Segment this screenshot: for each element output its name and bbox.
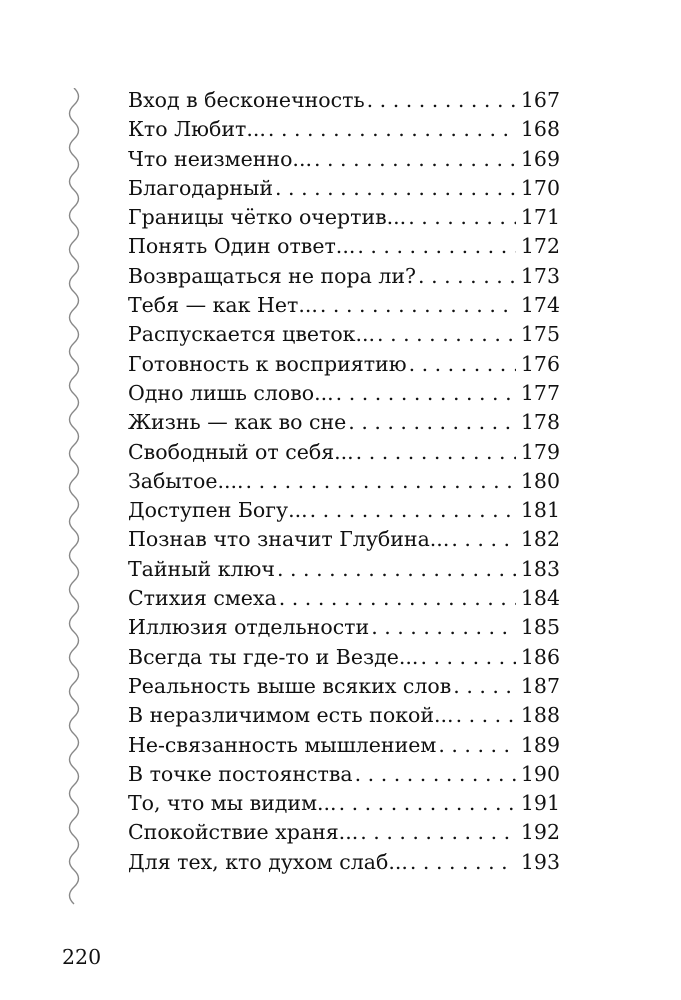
dot-leader: [438, 731, 516, 760]
dot-leader: [367, 86, 516, 115]
toc-entry-title: Жизнь — как во сне: [128, 410, 347, 435]
toc-entry-page: 189: [520, 732, 560, 757]
dot-leader: [357, 232, 516, 261]
dot-leader: [451, 525, 516, 554]
toc-entry-page: 188: [520, 703, 560, 728]
toc-entry-title: Свободный от себя...: [128, 439, 354, 464]
toc-entry: [128, 350, 560, 379]
toc-entry-page: 181: [520, 498, 560, 523]
dot-leader: [310, 496, 516, 525]
toc-entry-page: 177: [520, 380, 560, 405]
toc-entry-page: 169: [520, 146, 560, 171]
table-of-contents: [128, 86, 560, 877]
toc-entry: [128, 379, 560, 408]
toc-entry-title: Вход в бесконечность: [128, 88, 365, 112]
toc-entry-page: 187: [520, 673, 560, 698]
toc-entry-title: Границы чётко очертив...: [128, 205, 407, 230]
dot-leader: [356, 438, 516, 467]
page-number: 220: [62, 945, 102, 969]
toc-entry-title: Всегда ты где-то и Везде...: [128, 644, 419, 669]
toc-entry: [128, 818, 560, 847]
dot-leader: [409, 350, 516, 379]
dot-leader: [408, 203, 516, 232]
toc-entry-page: 168: [520, 117, 560, 142]
dot-leader: [246, 467, 516, 496]
toc-entry: [128, 320, 560, 349]
toc-entry-title: Возвращаться не пора ли?: [128, 263, 417, 288]
toc-entry: [128, 731, 560, 760]
dot-leader: [420, 643, 516, 672]
toc-entry-title: Для тех, кто духом слаб...: [128, 849, 408, 874]
toc-entry-title: Стихия смеха: [128, 586, 277, 611]
toc-entry-title: Кто Любит...: [128, 117, 266, 142]
toc-entry: [128, 408, 560, 437]
dot-leader: [371, 613, 516, 642]
toc-entry-title: Реальность выше всяких слов: [128, 673, 452, 698]
toc-entry-page: 191: [520, 791, 560, 816]
wavy-line-ornament-icon: [64, 88, 84, 918]
toc-entry-page: 175: [520, 322, 560, 347]
toc-entry: [128, 291, 560, 320]
toc-entry-page: 182: [520, 527, 560, 552]
toc-entry-title: Забытое....: [128, 468, 244, 493]
toc-entry-title: Понять Один ответ...: [128, 234, 356, 259]
toc-entry: [128, 262, 560, 291]
dot-leader: [279, 584, 516, 613]
toc-entry-page: 174: [520, 293, 560, 318]
toc-entry: [128, 86, 560, 115]
toc-entry: [128, 848, 560, 877]
toc-entry: [128, 760, 560, 789]
toc-entry-title: Познав что значит Глубина...: [128, 527, 450, 552]
toc-entry: [128, 145, 560, 174]
dot-leader: [268, 115, 516, 144]
dot-leader: [410, 848, 516, 877]
dot-leader: [277, 555, 516, 584]
toc-entry-title: Иллюзия отдельности: [128, 615, 370, 640]
toc-entry-page: 176: [520, 351, 560, 376]
toc-entry-title: Готовность к восприятию: [128, 351, 407, 376]
dot-leader: [360, 818, 516, 847]
toc-entry: [128, 613, 560, 642]
toc-entry-page: 170: [520, 175, 560, 200]
toc-entry: [128, 232, 560, 261]
toc-entry: [128, 643, 560, 672]
dot-leader: [314, 145, 516, 174]
toc-entry-page: 192: [520, 820, 560, 845]
dot-leader: [339, 789, 516, 818]
dot-leader: [275, 174, 516, 203]
toc-entry-title: Благодарный: [128, 175, 274, 200]
toc-entry: [128, 438, 560, 467]
toc-entry-page: 180: [520, 468, 560, 493]
dot-leader: [320, 291, 516, 320]
toc-entry-page: 193: [520, 849, 560, 874]
toc-entry: [128, 174, 560, 203]
toc-entry-title: В неразличимом есть покой...: [128, 703, 454, 728]
toc-entry-page: 171: [520, 205, 560, 230]
toc-entry: [128, 672, 560, 701]
toc-entry: [128, 467, 560, 496]
dot-leader: [336, 379, 516, 408]
toc-entry-page: 179: [520, 439, 560, 464]
toc-entry: [128, 203, 560, 232]
toc-entry-page: 172: [520, 234, 560, 259]
dot-leader: [418, 262, 516, 291]
toc-entry-title: Тайный ключ: [128, 556, 275, 581]
toc-entry-title: В точке постоянства: [128, 761, 353, 786]
toc-entry-page: 186: [520, 644, 560, 669]
toc-entry: [128, 584, 560, 613]
toc-entry: [128, 115, 560, 144]
toc-entry-page: 190: [520, 761, 560, 786]
toc-entry: [128, 789, 560, 818]
dot-leader: [453, 672, 516, 701]
toc-entry: [128, 496, 560, 525]
dot-leader: [377, 320, 516, 349]
toc-entry-page: 178: [520, 410, 560, 435]
toc-entry-page: 185: [520, 615, 560, 640]
toc-entry: [128, 701, 560, 730]
toc-entry-title: Тебя — как Нет...: [128, 293, 318, 318]
toc-entry-title: Не-связанность мышлением: [128, 732, 437, 757]
toc-entry-title: Что неизменно...: [128, 146, 312, 171]
toc-entry-page: 183: [520, 556, 560, 581]
toc-entry-title: То, что мы видим...: [128, 791, 337, 816]
dot-leader: [355, 760, 516, 789]
toc-entry-title: Спокойствие храня...: [128, 820, 359, 845]
dot-leader: [456, 701, 516, 730]
toc-entry-page: 167: [520, 88, 560, 112]
toc-entry: [128, 555, 560, 584]
toc-entry-page: 184: [520, 586, 560, 611]
toc-entry-title: Распускается цветок...: [128, 322, 376, 347]
toc-entry: [128, 525, 560, 554]
toc-entry-page: 173: [520, 263, 560, 288]
toc-entry-title: Одно лишь слово...: [128, 380, 334, 405]
toc-entry-title: Доступен Богу...: [128, 498, 308, 523]
dot-leader: [348, 408, 516, 437]
